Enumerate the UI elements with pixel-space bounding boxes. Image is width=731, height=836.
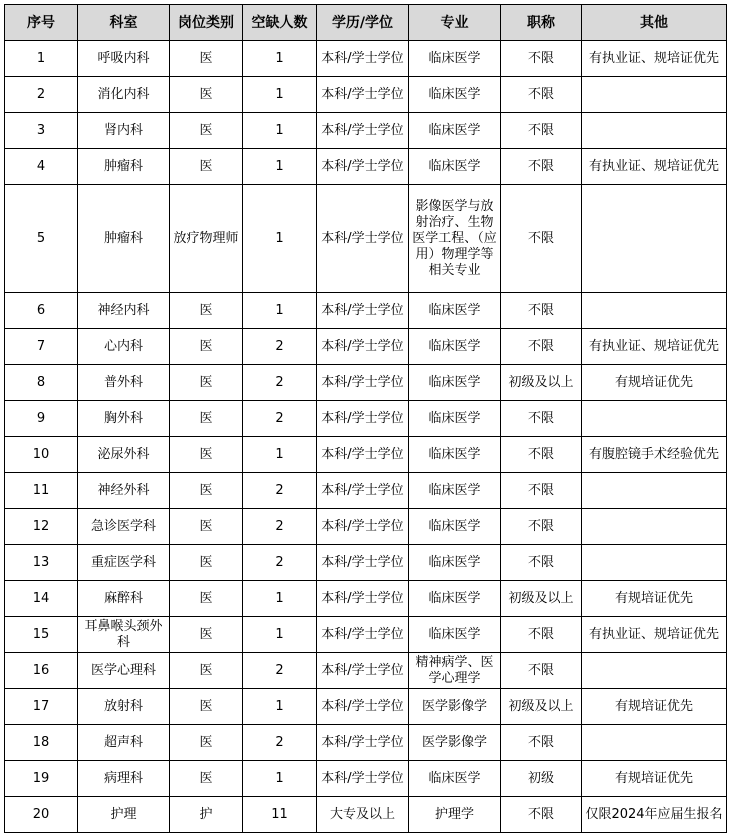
cell-title: 不限 [501,113,582,149]
cell-position-type: 医 [170,41,243,77]
cell-index: 16 [5,653,78,689]
cell-major: 临床医学 [409,473,501,509]
cell-position-type: 医 [170,509,243,545]
cell-index: 17 [5,689,78,725]
cell-position-type: 医 [170,437,243,473]
cell-position-type: 医 [170,617,243,653]
cell-other [582,509,727,545]
cell-major: 临床医学 [409,761,501,797]
cell-other [582,401,727,437]
cell-education: 本科/学士学位 [317,329,409,365]
cell-index: 12 [5,509,78,545]
cell-index: 10 [5,437,78,473]
cell-vacancies: 2 [243,653,317,689]
header-title: 职称 [501,5,582,41]
table-body [5,41,727,833]
cell-vacancies: 2 [243,725,317,761]
cell-position-type: 医 [170,77,243,113]
cell-education: 本科/学士学位 [317,581,409,617]
cell-vacancies: 2 [243,473,317,509]
cell-department: 麻醉科 [78,581,170,617]
cell-title: 初级及以上 [501,689,582,725]
cell-major: 临床医学 [409,581,501,617]
cell-index: 11 [5,473,78,509]
table-row [5,653,727,689]
table-row [5,509,727,545]
table-row [5,149,727,185]
cell-education: 本科/学士学位 [317,185,409,293]
cell-index: 20 [5,797,78,833]
cell-vacancies: 2 [243,365,317,401]
cell-other [582,185,727,293]
cell-department: 肾内科 [78,113,170,149]
cell-education: 本科/学士学位 [317,365,409,401]
cell-index: 3 [5,113,78,149]
table-row [5,437,727,473]
cell-title: 初级及以上 [501,365,582,401]
cell-major: 临床医学 [409,365,501,401]
cell-title: 不限 [501,329,582,365]
cell-position-type: 医 [170,329,243,365]
cell-index: 7 [5,329,78,365]
cell-education: 本科/学士学位 [317,689,409,725]
table-row [5,185,727,293]
table-row [5,581,727,617]
cell-position-type: 医 [170,653,243,689]
cell-major: 临床医学 [409,617,501,653]
cell-title: 初级 [501,761,582,797]
cell-title: 不限 [501,77,582,113]
cell-other: 有执业证、规培证优先 [582,329,727,365]
cell-education: 本科/学士学位 [317,761,409,797]
cell-other [582,545,727,581]
table-row [5,761,727,797]
cell-education: 本科/学士学位 [317,509,409,545]
cell-position-type: 医 [170,113,243,149]
cell-index: 15 [5,617,78,653]
table-row [5,689,727,725]
header-vacancies: 空缺人数 [243,5,317,41]
cell-major: 护理学 [409,797,501,833]
header-department: 科室 [78,5,170,41]
cell-major: 临床医学 [409,437,501,473]
cell-vacancies: 2 [243,545,317,581]
cell-other: 有规培证优先 [582,761,727,797]
table-row [5,545,727,581]
cell-department: 耳鼻喉头颈外科 [78,617,170,653]
cell-vacancies: 1 [243,41,317,77]
cell-vacancies: 1 [243,761,317,797]
table-row [5,77,727,113]
cell-education: 本科/学士学位 [317,437,409,473]
cell-department: 急诊医学科 [78,509,170,545]
cell-position-type: 医 [170,473,243,509]
cell-education: 本科/学士学位 [317,77,409,113]
cell-index: 6 [5,293,78,329]
cell-education: 本科/学士学位 [317,653,409,689]
table-row [5,113,727,149]
cell-title: 不限 [501,473,582,509]
cell-vacancies: 2 [243,401,317,437]
cell-vacancies: 1 [243,149,317,185]
cell-major: 医学影像学 [409,725,501,761]
cell-major: 医学影像学 [409,689,501,725]
cell-other [582,653,727,689]
cell-title: 不限 [501,545,582,581]
cell-index: 19 [5,761,78,797]
cell-major: 临床医学 [409,329,501,365]
cell-major: 临床医学 [409,77,501,113]
cell-department: 肿瘤科 [78,149,170,185]
cell-other: 有规培证优先 [582,689,727,725]
cell-title: 不限 [501,149,582,185]
cell-position-type: 医 [170,725,243,761]
cell-department: 普外科 [78,365,170,401]
cell-position-type: 医 [170,581,243,617]
cell-position-type: 护 [170,797,243,833]
cell-vacancies: 1 [243,77,317,113]
cell-education: 本科/学士学位 [317,41,409,77]
cell-education: 本科/学士学位 [317,293,409,329]
cell-title: 不限 [501,293,582,329]
cell-index: 18 [5,725,78,761]
table-row [5,293,727,329]
header-other: 其他 [582,5,727,41]
cell-other [582,473,727,509]
header-education: 学历/学位 [317,5,409,41]
cell-title: 不限 [501,725,582,761]
cell-position-type: 医 [170,545,243,581]
cell-vacancies: 2 [243,329,317,365]
cell-index: 13 [5,545,78,581]
table-row [5,401,727,437]
cell-vacancies: 1 [243,689,317,725]
cell-vacancies: 1 [243,617,317,653]
cell-department: 胸外科 [78,401,170,437]
cell-vacancies: 2 [243,509,317,545]
cell-position-type: 医 [170,149,243,185]
cell-other: 有执业证、规培证优先 [582,149,727,185]
table-row [5,41,727,77]
cell-title: 不限 [501,653,582,689]
cell-department: 心内科 [78,329,170,365]
cell-position-type: 医 [170,365,243,401]
cell-education: 本科/学士学位 [317,113,409,149]
table-row [5,725,727,761]
cell-department: 重症医学科 [78,545,170,581]
cell-other [582,113,727,149]
cell-major: 临床医学 [409,41,501,77]
cell-title: 不限 [501,41,582,77]
cell-education: 大专及以上 [317,797,409,833]
cell-title: 不限 [501,617,582,653]
cell-other [582,77,727,113]
cell-vacancies: 1 [243,581,317,617]
cell-title: 不限 [501,437,582,473]
cell-education: 本科/学士学位 [317,617,409,653]
cell-index: 9 [5,401,78,437]
cell-department: 护理 [78,797,170,833]
cell-major: 临床医学 [409,401,501,437]
header-index: 序号 [5,5,78,41]
table-row [5,797,727,833]
cell-department: 呼吸内科 [78,41,170,77]
cell-index: 5 [5,185,78,293]
cell-department: 泌尿外科 [78,437,170,473]
cell-index: 1 [5,41,78,77]
cell-department: 放射科 [78,689,170,725]
cell-vacancies: 1 [243,113,317,149]
cell-vacancies: 1 [243,293,317,329]
cell-major: 临床医学 [409,149,501,185]
cell-other: 有执业证、规培证优先 [582,41,727,77]
header-major: 专业 [409,5,501,41]
cell-vacancies: 1 [243,437,317,473]
cell-other: 有规培证优先 [582,365,727,401]
cell-position-type: 医 [170,293,243,329]
table-row [5,473,727,509]
cell-position-type: 医 [170,689,243,725]
cell-department: 病理科 [78,761,170,797]
cell-education: 本科/学士学位 [317,473,409,509]
recruitment-table [4,4,727,833]
cell-major: 影像医学与放射治疗、生物医学工程、（应用）物理学等相关专业 [409,185,501,293]
cell-position-type: 医 [170,401,243,437]
cell-major: 临床医学 [409,293,501,329]
header-row [5,5,727,41]
cell-index: 4 [5,149,78,185]
cell-vacancies: 11 [243,797,317,833]
cell-education: 本科/学士学位 [317,401,409,437]
cell-title: 初级及以上 [501,581,582,617]
cell-department: 消化内科 [78,77,170,113]
cell-other [582,293,727,329]
cell-index: 8 [5,365,78,401]
table-row [5,329,727,365]
cell-education: 本科/学士学位 [317,149,409,185]
cell-education: 本科/学士学位 [317,725,409,761]
cell-major: 临床医学 [409,545,501,581]
table-row [5,365,727,401]
cell-other: 仅限2024年应届生报名 [582,797,727,833]
cell-title: 不限 [501,185,582,293]
cell-major: 精神病学、医学心理学 [409,653,501,689]
cell-position-type: 放疗物理师 [170,185,243,293]
cell-major: 临床医学 [409,113,501,149]
cell-department: 神经外科 [78,473,170,509]
cell-index: 2 [5,77,78,113]
cell-department: 医学心理科 [78,653,170,689]
cell-other [582,725,727,761]
cell-other: 有规培证优先 [582,581,727,617]
cell-other: 有执业证、规培证优先 [582,617,727,653]
cell-title: 不限 [501,401,582,437]
cell-department: 超声科 [78,725,170,761]
cell-vacancies: 1 [243,185,317,293]
cell-department: 肿瘤科 [78,185,170,293]
table-row [5,617,727,653]
cell-department: 神经内科 [78,293,170,329]
cell-education: 本科/学士学位 [317,545,409,581]
cell-major: 临床医学 [409,509,501,545]
header-position-type: 岗位类别 [170,5,243,41]
cell-title: 不限 [501,509,582,545]
cell-title: 不限 [501,797,582,833]
cell-position-type: 医 [170,761,243,797]
cell-index: 14 [5,581,78,617]
cell-other: 有腹腔镜手术经验优先 [582,437,727,473]
